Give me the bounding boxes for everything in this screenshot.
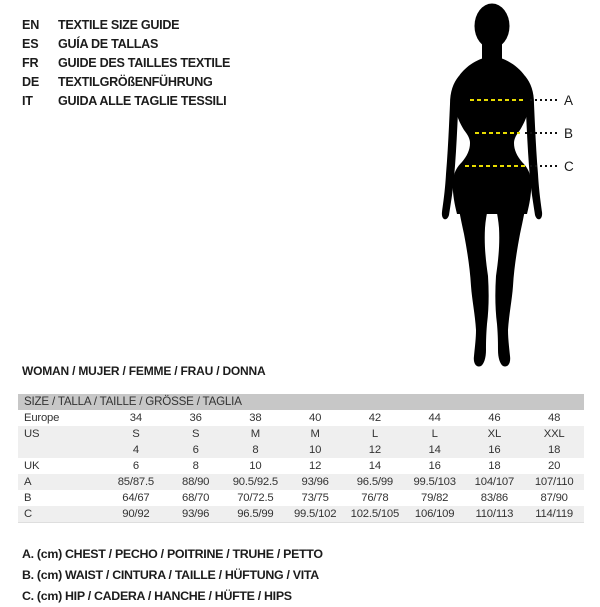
table-cell: 64/67 <box>122 492 150 504</box>
row-label: B <box>24 492 32 504</box>
woman-silhouette <box>442 4 542 367</box>
table-row <box>18 458 584 474</box>
table-cell: 93/96 <box>181 508 210 520</box>
table-cell: 107/110 <box>534 476 574 488</box>
table-cell: 83/86 <box>480 492 509 504</box>
table-cell: 16 <box>428 460 441 472</box>
table-cell: 90.5/92.5 <box>232 476 279 488</box>
language-row <box>22 15 230 34</box>
table-cell: 79/82 <box>420 492 449 504</box>
table-cell: 90/92 <box>122 508 150 520</box>
table-cell: 34 <box>129 412 142 424</box>
language-code: ES <box>22 36 39 51</box>
language-label: GUIDA ALLE TAGLIE TESSILI <box>58 93 227 108</box>
table-cell: 68/70 <box>181 492 210 504</box>
section-title: WOMAN / MUJER / FEMME / FRAU / DONNA <box>22 364 266 378</box>
size-table-header: SIZE / TALLA / TAILLE / GRÖSSE / TAGLIA <box>18 394 584 410</box>
table-cell: 36 <box>189 412 202 424</box>
language-label: GUÍA DE TALLAS <box>58 36 159 51</box>
table-cell: 96.5/99 <box>237 508 274 520</box>
table-cell: 48 <box>548 412 561 424</box>
table-cell: 99.5/102 <box>293 508 337 520</box>
table-cell: 114/119 <box>535 508 573 520</box>
table-cell: 6 <box>132 460 139 472</box>
language-code: IT <box>22 93 33 108</box>
language-label: GUIDE DES TAILLES TEXTILE <box>58 55 231 70</box>
table-cell: 104/107 <box>474 476 515 488</box>
row-label: US <box>24 428 40 440</box>
woman-silhouette-figure <box>430 0 600 372</box>
language-label: TEXTILE SIZE GUIDE <box>58 17 180 32</box>
table-row <box>18 410 584 426</box>
measure-label-c: C <box>564 159 574 174</box>
table-cell: 10 <box>249 460 262 472</box>
table-cell: 102.5/105 <box>350 508 400 520</box>
measurement-legend <box>22 544 323 607</box>
size-table-body <box>18 410 584 522</box>
row-label: UK <box>24 460 40 472</box>
table-row <box>18 506 584 522</box>
table-cell: 70/72.5 <box>237 492 274 504</box>
table-cell: 96.5/99 <box>356 476 394 488</box>
measure-label-b: B <box>564 126 574 141</box>
table-cell: 18 <box>548 444 561 456</box>
language-code: DE <box>22 74 40 89</box>
table-cell: M <box>310 428 320 440</box>
table-cell: L <box>431 428 438 440</box>
table-cell: 73/75 <box>301 492 329 504</box>
language-row <box>22 72 230 91</box>
table-row <box>18 426 584 442</box>
table-cell: 4 <box>132 444 139 456</box>
table-cell: 18 <box>488 460 501 472</box>
table-cell: 99.5/103 <box>413 476 456 488</box>
table-row <box>18 442 584 458</box>
table-cell: 93/96 <box>301 476 329 488</box>
language-code: FR <box>22 55 39 70</box>
table-cell: 12 <box>309 460 322 472</box>
row-label: A <box>24 476 32 488</box>
legend-line: A. (cm) CHEST / PECHO / POITRINE / TRUHE / PETTO <box>22 547 323 561</box>
table-cell: 38 <box>249 412 262 424</box>
language-code: EN <box>22 17 40 32</box>
table-cell: XXL <box>543 428 565 440</box>
language-list <box>22 15 230 110</box>
table-cell: 76/78 <box>361 492 389 504</box>
table-cell: L <box>371 428 378 440</box>
table-cell: M <box>250 428 260 440</box>
row-label: C <box>24 508 32 520</box>
table-cell: 44 <box>428 412 441 424</box>
table-cell: 85/87.5 <box>117 476 155 488</box>
table-cell: 40 <box>309 412 322 424</box>
table-cell: S <box>191 428 200 440</box>
table-cell: 16 <box>488 444 501 456</box>
table-cell: 106/109 <box>414 508 455 520</box>
language-row <box>22 34 230 53</box>
table-cell: 6 <box>192 444 199 456</box>
table-row <box>18 474 584 490</box>
table-cell: 46 <box>488 412 501 424</box>
row-label: Europe <box>24 412 60 424</box>
table-cell: 8 <box>192 460 199 472</box>
table-cell: 42 <box>368 412 381 424</box>
table-cell: 8 <box>252 444 259 456</box>
table-row <box>18 490 584 506</box>
table-cell: 12 <box>368 444 381 456</box>
table-cell: 110/113 <box>475 508 514 520</box>
legend-line: B. (cm) WAIST / CINTURA / TAILLE / HÜFTUNG / VITA <box>22 568 319 582</box>
table-cell: 14 <box>428 444 441 456</box>
table-cell: 10 <box>309 444 322 456</box>
measure-label-a: A <box>564 93 574 108</box>
table-cell: XL <box>487 428 502 440</box>
table-cell: S <box>132 428 140 440</box>
language-row <box>22 53 230 72</box>
size-table <box>18 394 584 523</box>
table-cell: 20 <box>548 460 561 472</box>
table-cell: 88/90 <box>181 476 210 488</box>
table-cell: 87/90 <box>540 492 568 504</box>
language-row <box>22 91 230 110</box>
language-label: TEXTILGRÖßENFÜHRUNG <box>58 74 213 89</box>
table-cell: 14 <box>368 460 381 472</box>
legend-line: C. (cm) HIP / CADERA / HANCHE / HÜFTE / HIPS <box>22 589 292 603</box>
